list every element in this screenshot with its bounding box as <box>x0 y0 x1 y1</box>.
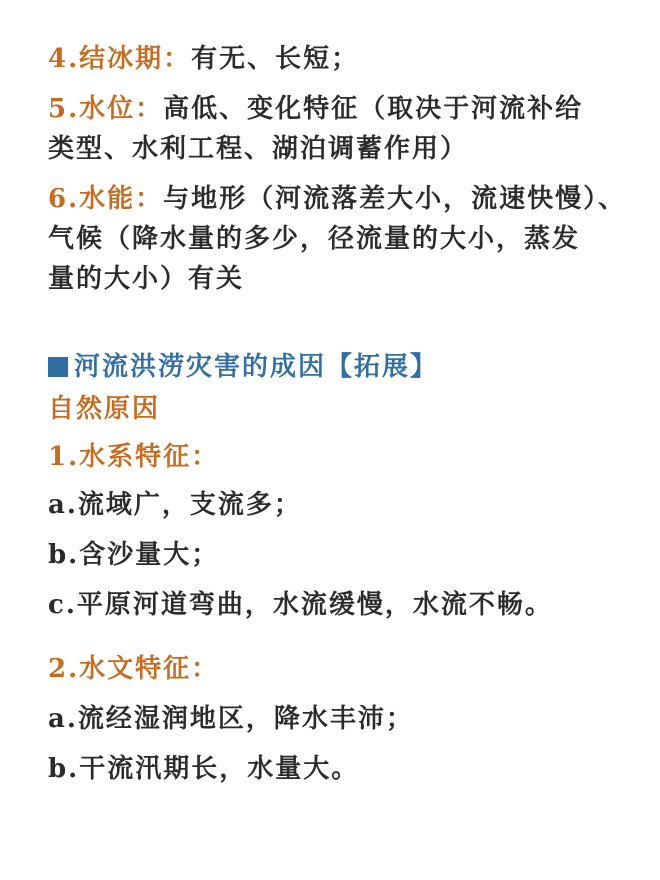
ice-period-text: 有无、长短； <box>191 44 360 74</box>
water-level-line <box>48 92 624 126</box>
water-level-text-1: 高低、变化特征（取决于河流补给 <box>163 94 584 124</box>
water-energy-line <box>48 182 627 216</box>
section-heading <box>48 350 624 384</box>
square-bullet-icon <box>48 357 68 377</box>
section-heading-text: 河流洪涝灾害的成因【拓展】 <box>74 352 439 382</box>
water-energy-text-2: 气候（降水量的多少，径流量的大小，蒸发 <box>48 224 581 254</box>
water-level-text-2: 类型、水利工程、湖泊调蓄作用） <box>48 134 469 164</box>
water-energy-label: 6.水能： <box>48 184 164 214</box>
hydrology-label: 2.水文特征： <box>48 654 220 684</box>
hydrology-item-a: a.流经湿润地区，降水丰沛； <box>48 704 414 734</box>
water-energy-text-1: 与地形（河流落差大小，流速快慢）、 <box>163 184 627 214</box>
ice-period-label: 4.结冰期： <box>48 44 192 74</box>
water-system-label: 1.水系特征： <box>48 442 220 472</box>
subheading-natural-causes: 自然原因 <box>48 394 161 424</box>
water-system-item-c: c.平原河道弯曲，水流缓慢，水流不畅。 <box>48 590 553 620</box>
ice-period-line <box>48 42 624 76</box>
water-system-item-a: a.流域广，支流多； <box>48 490 302 520</box>
hydrology-item-b: b.干流汛期长，水量大。 <box>48 754 360 784</box>
water-energy-text-3: 量的大小）有关 <box>48 264 245 294</box>
water-system-item-b: b.含沙量大； <box>48 540 220 570</box>
water-level-label: 5.水位： <box>48 94 164 124</box>
